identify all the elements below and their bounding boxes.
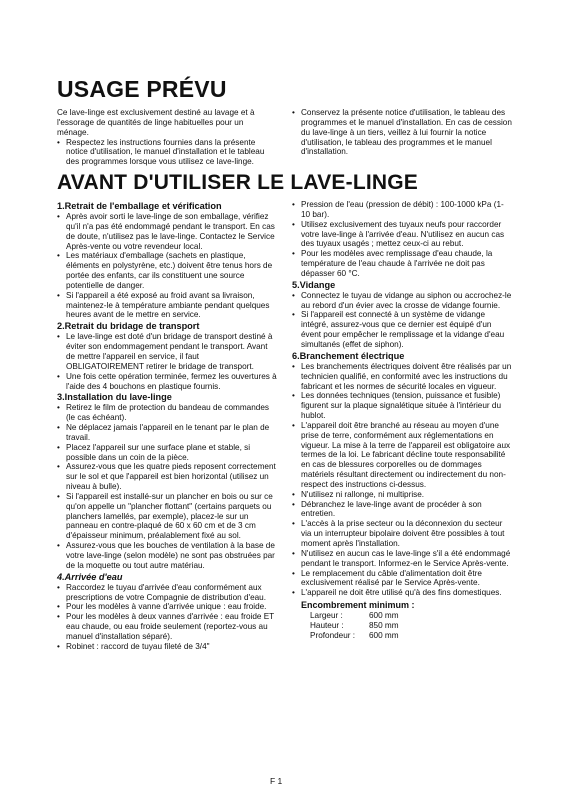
usage-left-list <box>57 138 277 168</box>
encombrement-title: Encombrement minimum : <box>301 600 415 611</box>
dimension-value: 850 mm <box>369 620 399 630</box>
list-item: • Utilisez exclusivement des tuyaux neufs pour raccorder votre lave-linge à l'arrivée d'eau. N'utilisez en aucun cas des tuyaux usagés ; mettez ceux-ci au rebut. <box>292 220 512 250</box>
list-item: • N'utilisez en aucun cas le lave-linge s'il a été endommagé pendant le transport. Informez-en le Service Après-vente. <box>292 549 512 569</box>
avant-left-column <box>57 200 277 652</box>
list-item: • Si l'appareil a été exposé au froid avant sa livraison, maintenez-le à température ambiante pendant quelques heures avant de le mettre en service. <box>57 291 277 321</box>
usage-right-column <box>292 108 512 157</box>
list-item: • Pour les modèles avec remplissage d'eau chaude, la température de l'eau chaude à l'arrivée ne doit pas dépasser 60 °C. <box>292 249 512 279</box>
section-4-continued-list <box>292 200 512 279</box>
list-item: • Assurez-vous que les bouches de ventilation à la base de votre lave-linge (selon modèle) ne sont pas obstruées par de la moquette ou tout autre matériau. <box>57 541 277 571</box>
avant-right-column <box>292 200 512 641</box>
list-item: • Respectez les instructions fournies dans la présente notice d'utilisation, le manuel d'installation et le tableau des programmes lorsque vous utilisez ce lave-linge. <box>57 138 277 168</box>
list-item: • Placez l'appareil sur une surface plane et stable, si possible dans un coin de la pièce. <box>57 443 277 463</box>
list-item: • Ne déplacez jamais l'appareil en le tenant par le plan de travail. <box>57 423 277 443</box>
dimension-label: Profondeur : <box>310 630 356 640</box>
usage-left-column <box>57 108 277 167</box>
list-item: • L'accès à la prise secteur ou la déconnexion du secteur via un interrupteur bipolaire doivent être possibles à tout moment après l'installation. <box>292 519 512 549</box>
section-2-title: 2.Retrait du bridage de transport <box>57 321 200 332</box>
usage-intro: Ce lave-linge est exclusivement destiné au lavage et à l'essorage de quantités de linge habituelles pour un ménage. <box>57 108 255 137</box>
dimension-row <box>310 611 512 621</box>
list-item: • Pour les modèles à deux vannes d'arrivée : eau froide ET eau chaude, ou eau froide seulement (reportez-vous au manuel d'installation séparé). <box>57 612 277 642</box>
dimension-value: 600 mm <box>369 611 399 621</box>
list-item: • Une fois cette opération terminée, fermez les ouvertures à l'aide des 4 bouchons en plastique fournis. <box>57 372 277 392</box>
list-item: • Le remplacement du câble d'alimentation doit être exclusivement réalisé par le Service Après-vente. <box>292 569 512 589</box>
list-item: • Les branchements électriques doivent être réalisés par un technicien qualifié, en conformité avec les instructions du fabricant et les normes de sécurité locales en vigueur. <box>292 362 512 392</box>
list-item: • N'utilisez ni rallonge, ni multiprise. <box>292 490 512 500</box>
list-item: • Les données techniques (tension, puissance et fusible) figurent sur la plaque signalétique située à l'intérieur du hublot. <box>292 391 512 421</box>
section-5-title: 5.Vidange <box>292 279 336 290</box>
section-1-list <box>57 212 277 320</box>
section-5-list <box>292 291 512 350</box>
dimension-row <box>310 621 512 631</box>
list-item: • Si l'appareil est connecté à un système de vidange intégré, assurez-vous que ce dernier est équipé d'un évent pour empêcher le remplissage et la vidange d'eau simultanés (effet de siphon). <box>292 310 512 349</box>
section-2-list <box>57 332 277 391</box>
section-1-title: 1.Retrait de l'emballage et vérification <box>57 201 222 211</box>
list-item: • Conservez la présente notice d'utilisation, le tableau des programmes et le manuel d'installation. En cas de cession du lave-linge à un tiers, veillez à lui fournir la notice d'utilisation, le tableau des programmes et le manuel d'installation. <box>292 108 512 157</box>
dimensions-list <box>310 611 512 641</box>
list-item: • Pression de l'eau (pression de débit) : 100-1000 kPa (1-10 bar). <box>292 200 512 220</box>
section-6-list <box>292 362 512 598</box>
list-item: • Les matériaux d'emballage (sachets en plastique, éléments en polystyrène, etc.) doivent être tenus hors de portée des enfants, car ils constituent une source potentielle de danger. <box>57 251 277 290</box>
list-item: • L'appareil doit être branché au réseau au moyen d'une prise de terre, conformément aux réglementations en vigueur. La mise à la terre de l'appareil est obligatoire aux termes de la loi. Le fabricant décline toute responsabilité en cas de blessures corporelles ou de dommages matériels résultant directement ou indirectement du non-respect des instructions ci-dessus. <box>292 421 512 490</box>
list-item: • Débranchez le lave-linge avant de procéder à son entretien. <box>292 500 512 520</box>
usage-right-list <box>292 108 512 157</box>
list-item: • L'appareil ne doit être utilisé qu'à des fins domestiques. <box>292 588 512 598</box>
dimension-row <box>310 631 512 641</box>
list-item: • Si l'appareil est installé-sur un plancher en bois ou sur ce qu'on appelle un "plancher flottant" (certains parquets ou planchers lamellés, par exemple), placez-le sur un panneau en contre-plaqué de 60 x 60 cm et de 3 cm d'épaisseur minimum, préalablement fixé au sol. <box>57 492 277 541</box>
avant-title: AVANT D'UTILISER LE LAVE-LINGE <box>57 171 418 194</box>
section-6-title: 6.Branchement électrique <box>292 350 405 361</box>
list-item: • Le lave-linge est doté d'un bridage de transport destiné à éviter son endommagement pendant le transport. Avant de mettre l'appareil en service, il faut OBLIGATOIREMENT retirer le bridage de transport. <box>57 332 277 371</box>
list-item: • Retirez le film de protection du bandeau de commandes (le cas échéant). <box>57 403 277 423</box>
section-3-list <box>57 403 277 570</box>
list-item: • Connectez le tuyau de vidange au siphon ou accrochez-le au rebord d'un évier avec la crosse de vidange fournie. <box>292 291 512 311</box>
section-4-title: 4.Arrivée d'eau <box>57 571 123 582</box>
section-4-list <box>57 583 277 652</box>
dimension-value: 600 mm <box>369 630 399 640</box>
section-3-title: 3.Installation du lave-linge <box>57 392 172 403</box>
usage-title: USAGE PRÉVU <box>57 76 227 102</box>
list-item: • Assurez-vous que les quatre pieds reposent correctement sur le sol et que l'appareil est bien horizontal (utilisez un niveau à bulle). <box>57 462 277 492</box>
list-item: • Raccordez le tuyau d'arrivée d'eau conformément aux prescriptions de votre Compagnie de distribution d'eau. <box>57 583 277 603</box>
list-item: • Pour les modèles à vanne d'arrivée unique : eau froide. <box>57 602 277 612</box>
dimension-label: Hauteur : <box>310 620 344 630</box>
page-number: F 1 <box>270 776 283 786</box>
list-item: • Robinet : raccord de tuyau fileté de 3/4" <box>57 642 277 652</box>
dimension-label: Largeur : <box>310 611 343 621</box>
list-item: • Après avoir sorti le lave-linge de son emballage, vérifiez qu'il n'a pas été endommagé pendant le transport. En cas de doute, n'utilisez pas le lave-linge. Contactez le Service Après-vente ou votre revendeur local. <box>57 212 277 251</box>
